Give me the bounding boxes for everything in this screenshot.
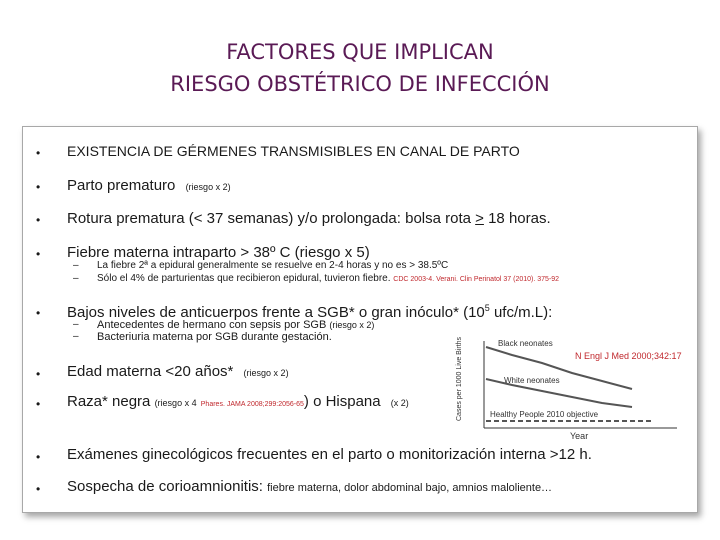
bullet-icon: • — [36, 482, 41, 496]
series-black-label: Black neonates — [498, 339, 553, 348]
item-race: Raza* negra (riesgo x 4 Phares. JAMA 2008;299:2056-65) o Hispana (x 2) — [67, 393, 409, 410]
item-preterm: Parto prematuro (riesgo x 2) — [67, 177, 231, 194]
subitem-sibling-sepsis: Antecedentes de hermano con sepsis por SGB (riesgo x 2) — [97, 319, 375, 331]
dash-icon: – — [73, 331, 79, 342]
graph-ylabel: Cases per 1000 Live Births — [456, 336, 463, 421]
citation-phares: Phares. JAMA 2008;299:2056-65 — [200, 401, 304, 408]
item-maternal-age: Edad materna <20 años* (riesgo x 2) — [67, 363, 289, 380]
bullet-icon: • — [36, 180, 41, 194]
bullet-icon: • — [36, 450, 41, 464]
slide-title-line2: RIESGO OBSTÉTRICO DE INFECCIÓN — [170, 72, 550, 96]
item-antibody-levels: Bajos niveles de anticuerpos frente a SGB* o gran inóculo* ($10^5$ ufc/m.L): — [67, 303, 553, 321]
item-gyn-exams: Exámenes ginecológicos frecuentes en el parto o monitorización interna >12 h. — [67, 446, 592, 463]
subitem-epidural-percent: Sólo el 4% de parturientas que recibieron epidural, tuvieron fiebre. CDC 2003-4. Verani. Clin Perinatol 37 (2010). 375-92 — [97, 273, 560, 284]
bullet-icon: • — [36, 367, 41, 381]
item-germs: EXISTENCIA DE GÉRMENES TRANSMISIBLES EN CANAL DE PARTO — [67, 143, 520, 159]
dash-icon: – — [73, 273, 79, 284]
bullet-icon: • — [36, 213, 41, 227]
bullet-icon: • — [36, 146, 41, 160]
bullet-icon: • — [36, 306, 41, 320]
bullet-icon: • — [36, 397, 41, 411]
item-chorioamnionitis: Sospecha de corioamnionitis: fiebre materna, dolor abdominal bajo, amnios maloliente… — [67, 478, 553, 495]
series-objective-label: Healthy People 2010 objective — [490, 410, 599, 419]
item-membrane-rupture: Rotura prematura (< 37 semanas) y/o prolongada: bolsa rota > 18 horas. — [67, 210, 551, 227]
subitem-bacteriuria: Bacteriuria materna por SGB durante gestación. — [97, 331, 332, 343]
dash-icon: – — [73, 319, 79, 330]
dash-icon: – — [73, 260, 79, 271]
graph-xlabel: Year — [570, 431, 589, 441]
incidence-graph — [452, 333, 682, 441]
series-white-label: White neonates — [504, 376, 560, 385]
slide-title-line1: FACTORES QUE IMPLICAN — [226, 40, 494, 64]
bullet-icon: • — [36, 247, 41, 261]
subitem-epidural-fever: La fiebre 2ª a epidural generalmente se resuelve en 2-4 horas y no es > 38.5ºC — [97, 260, 449, 271]
citation-cdc: CDC 2003-4. Verani. Clin Perinatol 37 (2010). 375-92 — [393, 276, 560, 283]
graph-reference: N Engl J Med 2000;342:17 — [575, 351, 682, 361]
item-maternal-fever: Fiebre materna intraparto > 38º C (riesgo x 5) — [67, 244, 370, 261]
